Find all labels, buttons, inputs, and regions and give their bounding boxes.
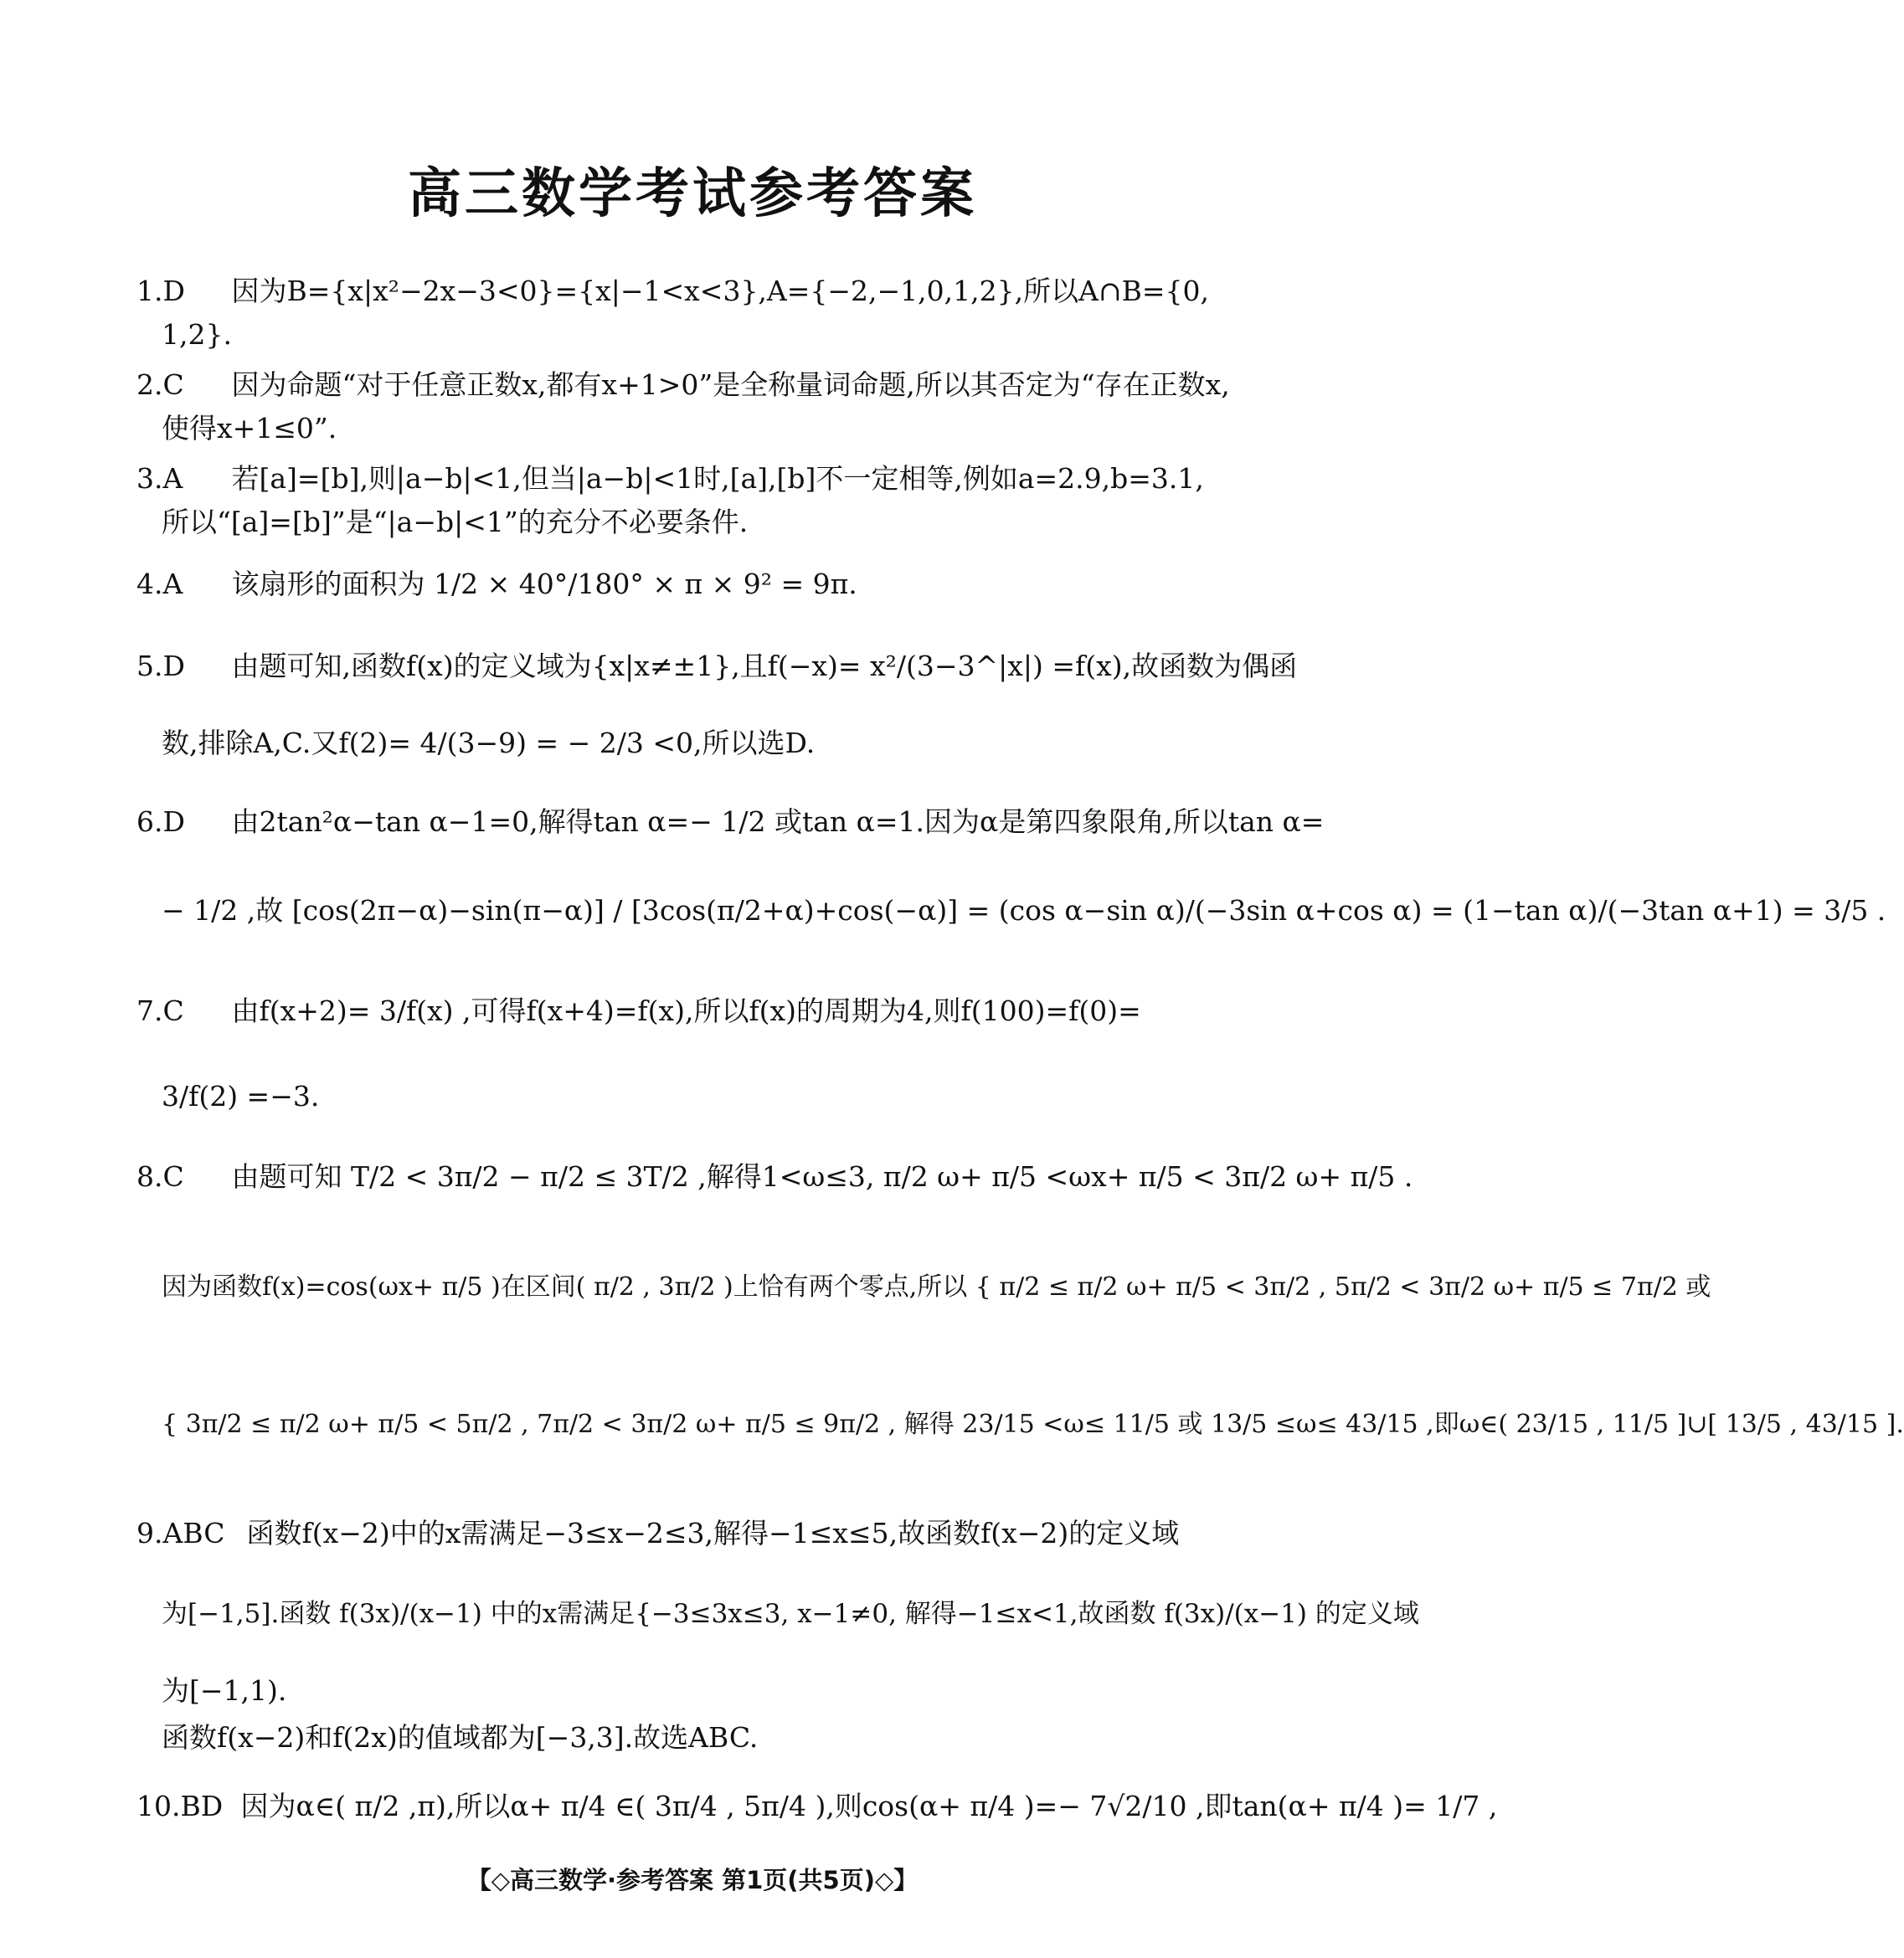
page-footer: 【◇高三数学·参考答案 第1页(共5页)◇】	[466, 1866, 919, 1894]
answer-1-line-2: 1,2}.	[162, 318, 232, 351]
answer-3-choice: A	[162, 462, 183, 495]
answer-8-text: 由题可知 T/2 < 3π/2 − π/2 ≤ 3T/2 ,解得1<ω≤3, π/2 ω+ π/5 <ωx+ π/5 < 3π/2 ω+ π/5 .	[231, 1160, 1413, 1193]
answer-1-text: 因为B={x|x²−2x−3<0}={x|−1<x<3},A={−2,−1,0,1,2},所以A∩B={0,	[231, 275, 1209, 307]
answer-2-number: 2.	[136, 368, 163, 401]
answer-5-line-1	[136, 650, 1297, 683]
answer-10-text: 因为α∈( π/2 ,π),所以α+ π/4 ∈( 3π/4 , 5π/4 ),则cos(α+ π/4 )=− 7√2/10 ,即tan(α+ π/4 )= 1/7 ,	[240, 1790, 1498, 1822]
answer-9-line-3: 为[−1,1).	[162, 1674, 287, 1707]
answer-6-text: 由2tan²α−tan α−1=0,解得tan α=− 1/2 或tan α=1.因为α是第四象限角,所以tan α=	[231, 805, 1325, 838]
answer-10-line-1	[136, 1790, 1497, 1823]
answer-10-number: 10.	[136, 1790, 181, 1822]
answer-3-text: 若[a]=[b],则|a−b|<1,但当|a−b|<1时,[a],[b]不一定相等,例如a=2.9,b=3.1,	[231, 462, 1204, 495]
answer-1-choice: D	[162, 275, 185, 307]
answer-7-line-2: 3/f(2) =−3.	[162, 1080, 320, 1113]
answer-8-number: 8.	[136, 1160, 163, 1193]
page-title: 高三数学考试参考答案	[408, 163, 977, 225]
answer-2-text: 因为命题“对于任意正数x,都有x+1>0”是全称量词命题,所以其否定为“存在正数x,	[231, 368, 1230, 401]
answer-8-line-1	[136, 1160, 1413, 1194]
answer-2-line-1	[136, 368, 1230, 402]
answer-4-text: 该扇形的面积为 1/2 × 40°/180° × π × 9² = 9π.	[231, 568, 857, 600]
answer-7-line-1	[136, 994, 1141, 1028]
answer-5-line-2: 数,排除A,C.又f(2)= 4/(3−9) = − 2/3 <0,所以选D.	[162, 727, 816, 759]
answer-1-number: 1.	[136, 275, 163, 307]
answer-1-line-1	[136, 275, 1209, 308]
answer-9-line-4: 函数f(x−2)和f(2x)的值域都为[−3,3].故选ABC.	[162, 1721, 759, 1754]
answer-9-choice: ABC	[162, 1517, 225, 1549]
answer-8-choice: C	[162, 1160, 184, 1193]
answer-8-line-2: 因为函数f(x)=cos(ωx+ π/5 )在区间( π/2 , 3π/2 )上恰有两个零点,所以 { π/2 ≤ π/2 ω+ π/5 < 3π/2 , 5π/2 < 3π/2 ω+ π/5 ≤ 7π/2 或	[162, 1272, 1711, 1302]
answer-3-line-1	[136, 462, 1204, 496]
answer-7-text: 由f(x+2)= 3/f(x) ,可得f(x+4)=f(x),所以f(x)的周期为4,则f(100)=f(0)=	[231, 994, 1141, 1027]
answer-7-number: 7.	[136, 994, 163, 1027]
answer-5-choice: D	[162, 650, 185, 682]
answer-7-choice: C	[162, 994, 184, 1027]
answer-4-number: 4.	[136, 568, 163, 600]
answer-6-number: 6.	[136, 805, 163, 838]
answer-5-number: 5.	[136, 650, 163, 682]
answer-4-choice: A	[162, 568, 183, 600]
answer-2-choice: C	[162, 368, 184, 401]
answer-5-text: 由题可知,函数f(x)的定义域为{x|x≠±1},且f(−x)= x²/(3−3^|x|) =f(x),故函数为偶函	[231, 650, 1298, 682]
answer-3-number: 3.	[136, 462, 163, 495]
answer-3-line-2: 所以“[a]=[b]”是“|a−b|<1”的充分不必要条件.	[162, 506, 749, 538]
answer-10-choice: BD	[180, 1790, 224, 1822]
answer-6-choice: D	[162, 805, 185, 838]
answer-9-line-1	[136, 1517, 1179, 1550]
answer-6-line-2: − 1/2 ,故 [cos(2π−α)−sin(π−α)] / [3cos(π/2+α)+cos(−α)] = (cos α−sin α)/(−3sin α+cos α) = (1−tan α)/(−3tan α+1) = 3/5 .	[162, 894, 1886, 927]
answer-4-line-1	[136, 568, 857, 601]
answer-6-line-1	[136, 805, 1324, 839]
answer-9-text: 函数f(x−2)中的x需满足−3≤x−2≤3,解得−1≤x≤5,故函数f(x−2)的定义域	[246, 1517, 1180, 1549]
answer-9-number: 9.	[136, 1517, 163, 1549]
answer-2-line-2: 使得x+1≤0”.	[162, 412, 337, 445]
answer-9-line-2: 为[−1,5].函数 f(3x)/(x−1) 中的x需满足{−3≤3x≤3, x−1≠0, 解得−1≤x<1,故函数 f(3x)/(x−1) 的定义域	[162, 1599, 1419, 1629]
answer-8-line-3: { 3π/2 ≤ π/2 ω+ π/5 < 5π/2 , 7π/2 < 3π/2 ω+ π/5 ≤ 9π/2 , 解得 23/15 <ω≤ 11/5 或 13/5 ≤ω≤ 43/15 ,即ω∈( 23/15 , 11/5 ]∪[ 13/5 , 43/15 ].	[162, 1410, 1904, 1439]
